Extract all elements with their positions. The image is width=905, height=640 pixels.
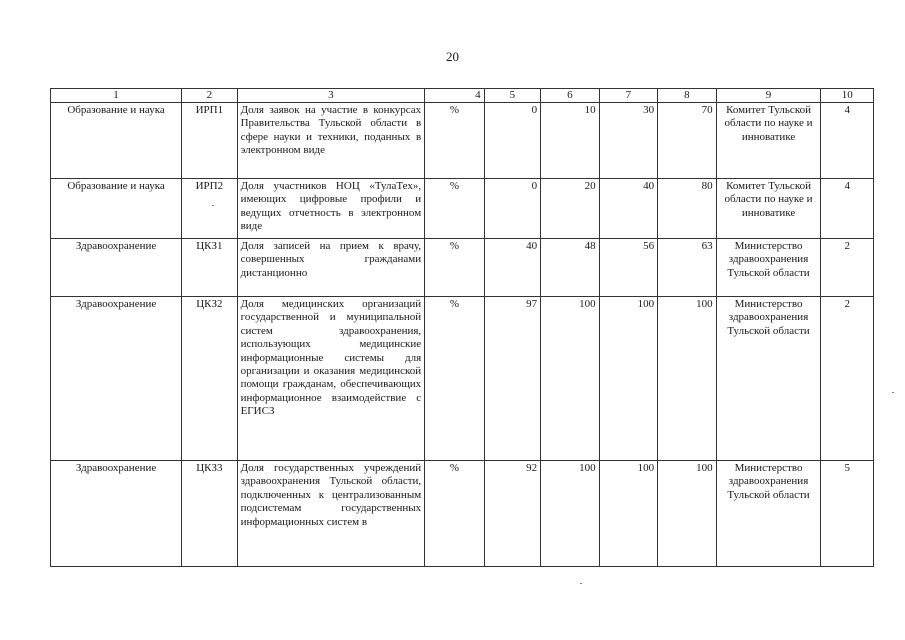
- value-cell: 40: [599, 179, 657, 239]
- area-cell: Образование и наука: [51, 103, 182, 179]
- responsible-cell: Комитет Тульской области по науке и инноватике: [716, 179, 821, 239]
- table-header-row: [51, 89, 874, 103]
- header-cell: 7: [599, 89, 657, 103]
- value-cell: 97: [484, 297, 540, 461]
- value-cell: 63: [658, 239, 716, 297]
- value-cell: 100: [599, 461, 657, 567]
- indicator-cell: Доля участников НОЦ «ТулаТех», имеющих цифровые профили и ведущих отчетность в электронном виде: [237, 179, 425, 239]
- area-cell: Здравоохранение: [51, 461, 182, 567]
- indicator-cell: Доля государственных учреждений здравоохранения Тульской области, подключенных к централизованным подсистемам государственных информационных систем в: [237, 461, 425, 567]
- value-cell: 20: [541, 179, 599, 239]
- value-cell: 48: [541, 239, 599, 297]
- value-cell: 4: [821, 103, 874, 179]
- header-cell: 9: [716, 89, 821, 103]
- area-cell: Образование и наука: [51, 179, 182, 239]
- responsible-cell: Министерство здравоохранения Тульской области: [716, 239, 821, 297]
- table-row: [51, 179, 874, 239]
- code-cell: ИРП1: [182, 103, 237, 179]
- value-cell: 0: [484, 179, 540, 239]
- scan-speck: [212, 205, 214, 206]
- header-cell: 5: [484, 89, 540, 103]
- responsible-cell: Комитет Тульской области по науке и инноватике: [716, 103, 821, 179]
- unit-cell: %: [425, 179, 485, 239]
- unit-cell: %: [425, 239, 485, 297]
- value-cell: 40: [484, 239, 540, 297]
- header-cell: 1: [51, 89, 182, 103]
- value-cell: 100: [541, 297, 599, 461]
- indicator-cell: Доля заявок на участие в конкурсах Правительства Тульской области в сфере науки и техники, поданных в электронном виде: [237, 103, 425, 179]
- unit-cell: %: [425, 103, 485, 179]
- indicators-table: [50, 88, 874, 567]
- area-cell: Здравоохранение: [51, 239, 182, 297]
- table-row: [51, 103, 874, 179]
- code-cell: ЦКЗ1: [182, 239, 237, 297]
- header-cell: 10: [821, 89, 874, 103]
- code-cell: ИРП2: [182, 179, 237, 239]
- table-row: [51, 461, 874, 567]
- value-cell: 0: [484, 103, 540, 179]
- value-cell: 2: [821, 239, 874, 297]
- header-cell: 3: [237, 89, 425, 103]
- page-number: 20: [446, 49, 459, 64]
- indicator-cell: Доля медицинских организаций государственной и муниципальной систем здравоохранения, использующих медицинские информационные системы для организации и оказания медицинской помощи гражданам, обеспечивающих информационное взаимодействие с ЕГИСЗ: [237, 297, 425, 461]
- value-cell: 5: [821, 461, 874, 567]
- value-cell: 80: [658, 179, 716, 239]
- value-cell: 70: [658, 103, 716, 179]
- unit-cell: %: [425, 297, 485, 461]
- indicator-cell: Доля записей на прием к врачу, совершенных гражданами дистанционно: [237, 239, 425, 297]
- value-cell: 56: [599, 239, 657, 297]
- responsible-cell: Министерство здравоохранения Тульской области: [716, 297, 821, 461]
- table-row: [51, 239, 874, 297]
- value-cell: 100: [658, 461, 716, 567]
- responsible-cell: Министерство здравоохранения Тульской области: [716, 461, 821, 567]
- unit-cell: %: [425, 461, 485, 567]
- scan-speck: [580, 583, 582, 584]
- scan-speck: [892, 392, 894, 393]
- value-cell: 92: [484, 461, 540, 567]
- value-cell: 30: [599, 103, 657, 179]
- code-cell: ЦКЗ2: [182, 297, 237, 461]
- table-row: [51, 297, 874, 461]
- value-cell: 100: [658, 297, 716, 461]
- value-cell: 100: [541, 461, 599, 567]
- value-cell: 2: [821, 297, 874, 461]
- value-cell: 4: [821, 179, 874, 239]
- code-cell: ЦКЗ3: [182, 461, 237, 567]
- header-cell: 8: [658, 89, 716, 103]
- value-cell: 100: [599, 297, 657, 461]
- header-cell: 4: [425, 89, 485, 103]
- header-cell: 2: [182, 89, 237, 103]
- value-cell: 10: [541, 103, 599, 179]
- header-cell: 6: [541, 89, 599, 103]
- area-cell: Здравоохранение: [51, 297, 182, 461]
